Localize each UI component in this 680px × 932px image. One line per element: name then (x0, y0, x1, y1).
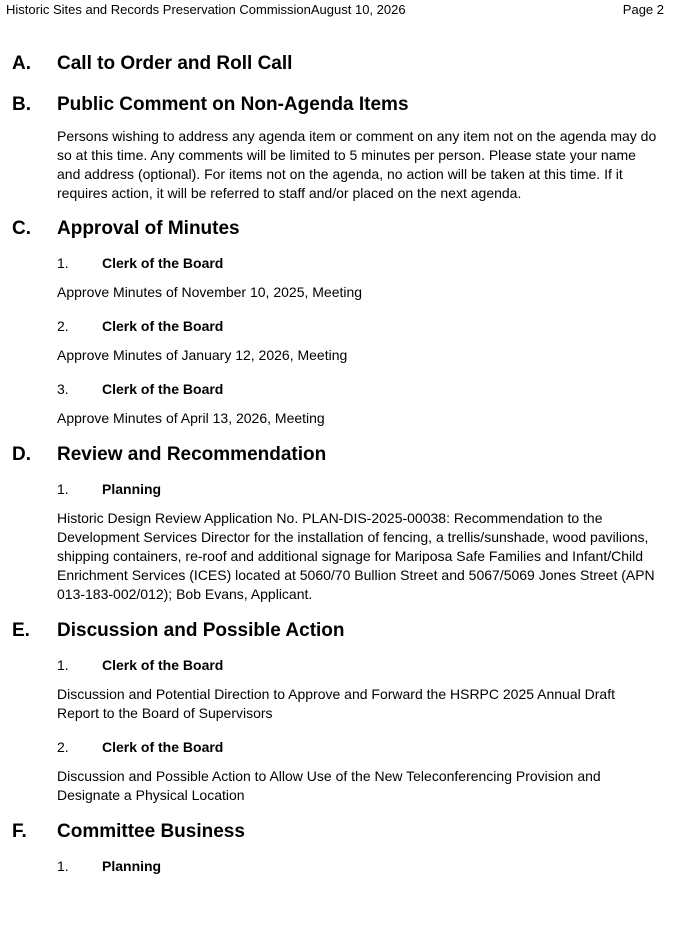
section-e (0, 615, 680, 805)
section-title: Call to Order and Roll Call (57, 53, 293, 74)
section-letter: C. (12, 218, 31, 239)
section-heading (0, 816, 680, 848)
agenda-item (0, 655, 680, 675)
section-heading (0, 48, 680, 80)
item-description: Discussion and Potential Direction to Approve and Forward the HSRPC 2025 Annual Draft Report to the Board of Supervisors (57, 686, 615, 721)
section-heading (0, 89, 680, 121)
item-description: Approve Minutes of April 13, 2026, Meeting (57, 410, 325, 426)
item-title: Clerk of the Board (102, 739, 224, 755)
item-number: 2. (57, 739, 69, 755)
section-letter: B. (12, 94, 31, 115)
agenda-item (0, 479, 680, 499)
section-title: Review and Recommendation (57, 444, 327, 465)
item-title: Planning (102, 481, 162, 497)
section-heading (0, 439, 680, 471)
item-description: Discussion and Possible Action to Allow Use of the New Teleconferencing Provision and Designate a Physical Location (57, 768, 601, 803)
section-letter: E. (12, 620, 30, 641)
section-f (0, 816, 680, 876)
section-title: Discussion and Possible Action (57, 620, 345, 641)
item-title: Clerk of the Board (102, 657, 224, 673)
item-description: Approve Minutes of November 10, 2025, Meeting (57, 284, 363, 300)
agenda-item (0, 253, 680, 273)
section-letter: F. (12, 821, 27, 842)
agenda-item (0, 856, 680, 876)
item-title: Planning (102, 858, 162, 874)
page-number: Page 2 (622, 2, 664, 17)
section-title: Public Comment on Non-Agenda Items (57, 94, 409, 115)
item-number: 1. (57, 657, 69, 673)
item-number: 1. (57, 858, 69, 874)
item-title: Clerk of the Board (102, 318, 224, 334)
section-title: Committee Business (57, 821, 245, 842)
section-letter: A. (12, 53, 31, 74)
item-description: Approve Minutes of January 12, 2026, Meeting (57, 347, 348, 363)
section-c (0, 213, 680, 428)
agenda-item (0, 737, 680, 757)
item-number: 2. (57, 318, 69, 334)
agenda-content (0, 48, 680, 876)
section-heading (0, 213, 680, 245)
header-title: Historic Sites and Records Preservation CommissionAugust 10, 2026 (6, 2, 406, 17)
section-b (0, 89, 680, 203)
section-heading (0, 615, 680, 647)
item-number: 1. (57, 481, 69, 497)
section-letter: D. (12, 444, 31, 465)
section-body: Persons wishing to address any agenda item or comment on any item not on the agenda may do so at this time. Any comments will be limited to 5 minutes per person. Please state your name and address (optional). For items not on the agenda, no action will be taken at this time. If it requires action, it will be referred to staff and/or placed on the next agenda. (57, 128, 657, 201)
section-title: Approval of Minutes (57, 218, 240, 239)
agenda-item (0, 379, 680, 399)
page-header (0, 0, 680, 22)
item-title: Clerk of the Board (102, 255, 224, 271)
item-title: Clerk of the Board (102, 381, 224, 397)
item-number: 3. (57, 381, 69, 397)
item-description: Historic Design Review Application No. PLAN-DIS-2025-00038: Recommendation to the Development Services Director for the installation of fencing, a trellis/sunshade, wood pavilions, shipping containers, re-roof and additional signage for Mariposa Safe Families and Infant/Child Enrichment Services (ICES) located at 5060/70 Bullion Street and 5067/5069 Jones Street (APN 013-183-002/012); Bob Evans, Applicant. (57, 510, 655, 602)
section-d (0, 439, 680, 604)
agenda-item (0, 316, 680, 336)
section-a (0, 48, 680, 80)
item-number: 1. (57, 255, 69, 271)
